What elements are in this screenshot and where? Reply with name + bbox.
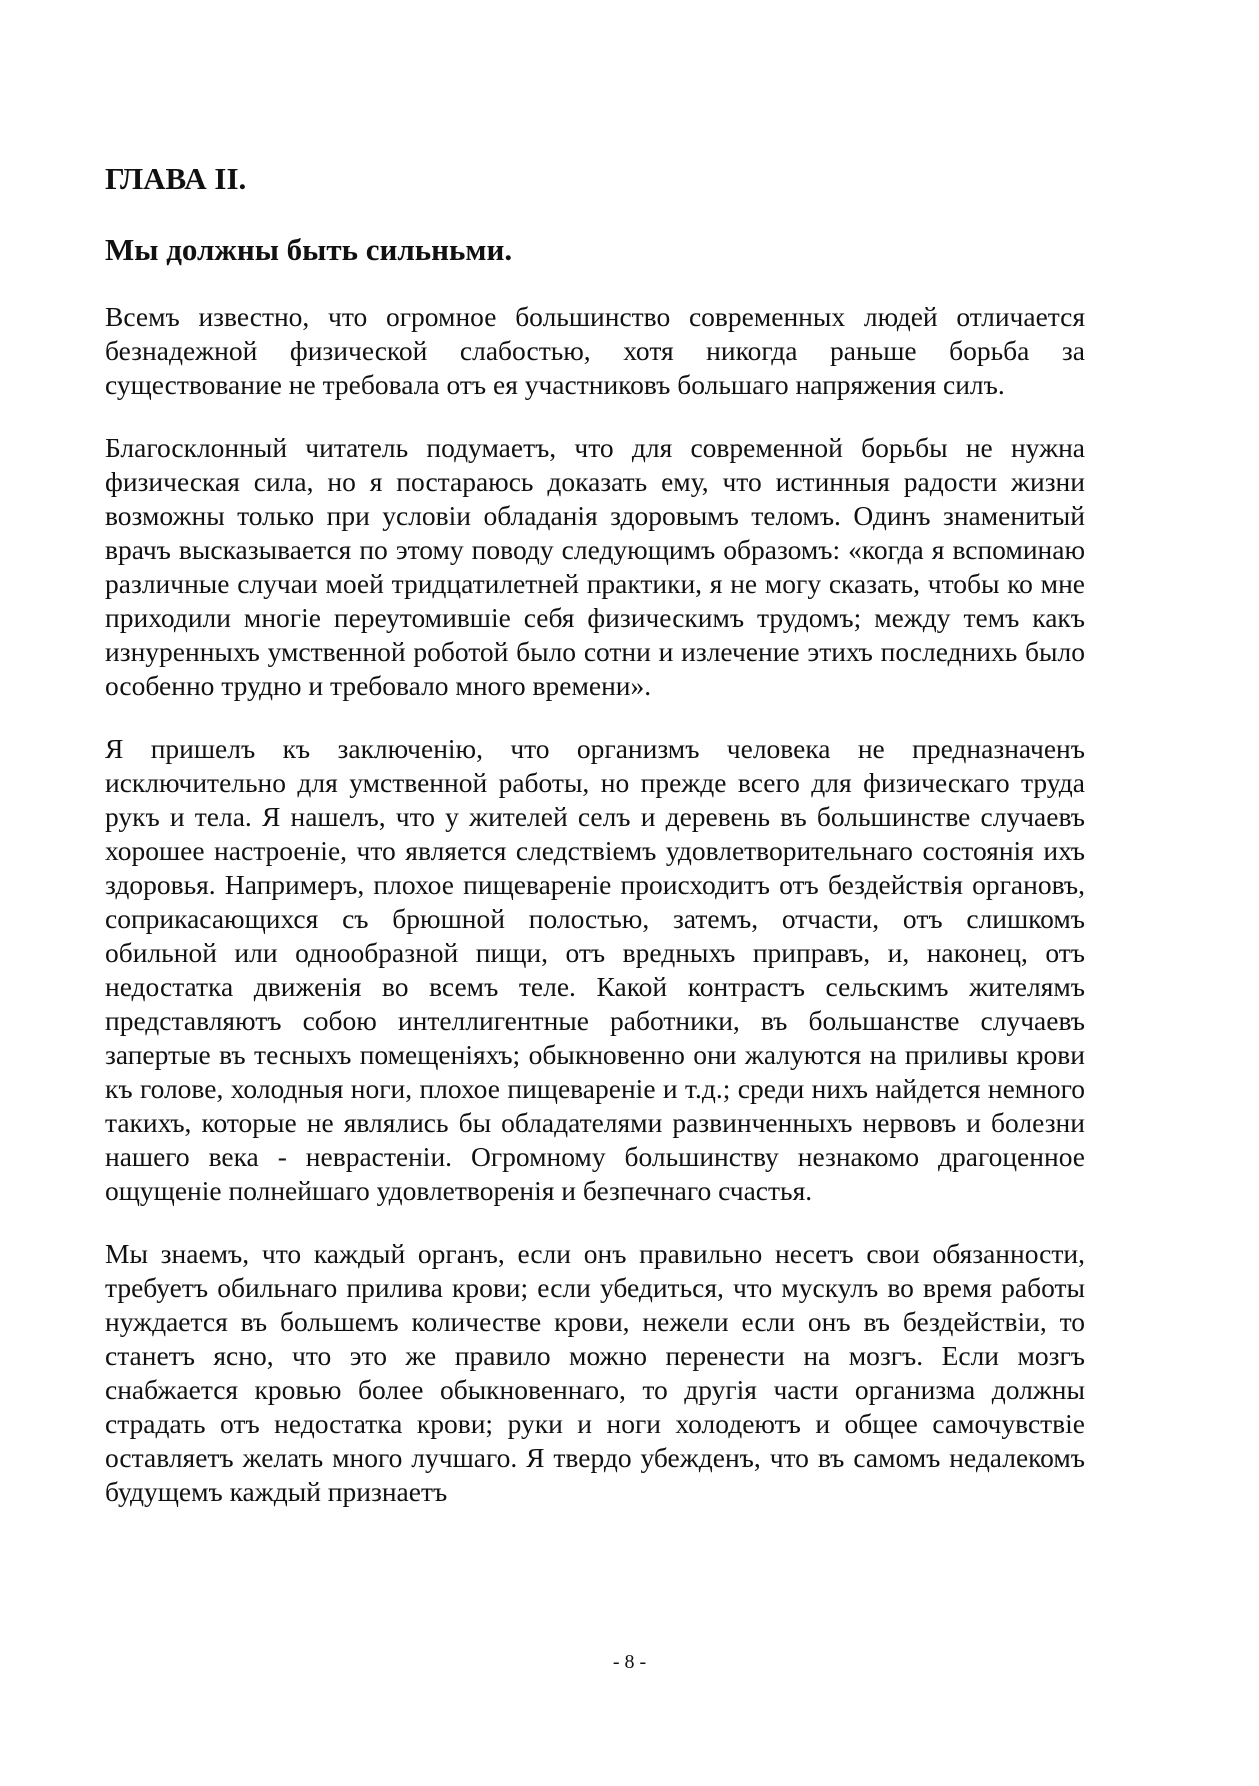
paragraph: Мы знаемъ, что каждый органъ, если онъ правильно несетъ свои обязанности, требуетъ обильнаго прилива крови; если убедиться, что мускулъ во время работы нуждается въ большемъ количестве крови, нежели если онъ въ бездействіи, то станетъ ясно, что это же правило можно перенести на мозгъ. Если мозгъ снабжается кровью более обыкновеннаго, то другія части организма должны страдать отъ недостатка крови; руки и ноги холодеютъ и общее самочувствіе оставляетъ желать много лучшаго. Я твердо убежденъ, что въ самомъ недалекомъ будущемъ каждый признаетъ [105,1238,1085,1507]
chapter-title: ГЛАВА II. [105,161,247,196]
page-body [105,160,1085,1509]
paragraph: Всемъ известно, что огромное большинство современных людей отличается безнадежной физической слабостью, хотя никогда раньше борьба за существование не требовала отъ ея участниковъ большаго напряжения силъ. [105,301,1085,400]
section-title: Мы должны быть сильньми. [105,232,513,267]
paragraph: Благосклонный читатель подумаетъ, что для современной борьбы не нужна физическая сила, но я постараюсь доказать ему, что истинныя радости жизни возможны только при условіи обладанія здоровымъ теломъ. Одинъ знаменитый врачъ высказывается по этому поводу следующимъ образомъ: «когда я вспоминаю различные случаи моей тридцатилетней практики, я не могу сказать, чтобы ко мне приходили многіе переутомившіе себя физическимъ трудомъ; между темъ какъ изнуренныхъ умственной роботой было сотни и излечение этихъ последнихь было особенно трудно и требовало много времени». [105,432,1085,701]
paragraph: Я пришелъ къ заключенію, что организмъ человека не предназначенъ исключительно для умственной работы, но прежде всего для физическаго труда рукъ и тела. Я нашелъ, что у жителей селъ и деревень въ большинстве случаевъ хорошее настроеніе, что является следствіемъ удовлетворительнаго состоянія ихъ здоровья. Напримеръ, плохое пищевареніе происходитъ отъ бездействія органовъ, соприкасающихся съ брюшной полостью, затемъ, отчасти, отъ слишкомъ обильной или однообразной пищи, отъ вредныхъ приправъ, и, наконец, отъ недостатка движенія во всемъ теле. Какой контрастъ сельскимъ жителямъ представляютъ собою интеллигентные работники, въ большанстве случаевъ запертые въ тесныхъ помещеніяхъ; обыкновенно они жалуются на приливы крови къ голове, холодныя ноги, плохое пищевареніе и т.д.; среди нихъ найдется немного такихъ, которые не являлись бы обладателями развинченныхъ нервовъ и болезни нашего века - неврастеніи. Огромному большинству незнакомо драгоценное ощущеніе полнейшаго удовлетворенія и безпечнаго счастья. [105,733,1085,1206]
page-number: - 8 - [612,1651,647,1673]
